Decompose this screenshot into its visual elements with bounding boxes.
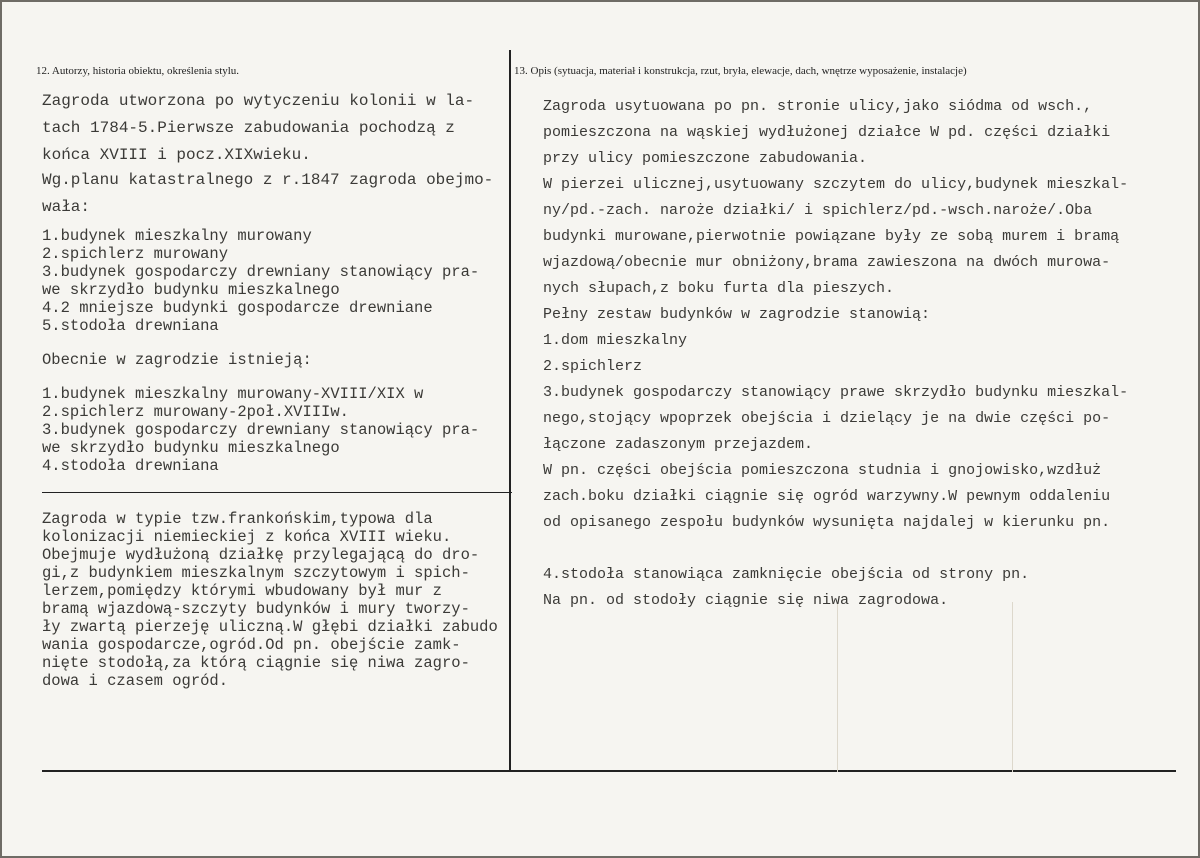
current-items-list	[42, 385, 493, 475]
text-line: Pełny zestaw budynków w zagrodzie stanowią:	[543, 306, 931, 323]
list-item: 4.stodoła drewniana	[42, 457, 219, 475]
text-line: nych słupach,z boku furta dla pieszych.	[543, 280, 895, 297]
text-line: ły zwartą pierzeję uliczną.W głębi działki zabudo	[42, 618, 498, 636]
text-line: zach.boku działki ciągnie się ogród warzywny.W pewnym oddaleniu	[543, 488, 1111, 505]
text-line: Obejmuje wydłużoną działkę przylegającą do dro-	[42, 546, 480, 564]
section-12-header: 12. Autorzy, historia obiektu, określenia stylu.	[36, 65, 240, 77]
left-section-divider	[42, 492, 512, 493]
text-line: lerzem,pomiędzy którymi wbudowany był mur z	[42, 582, 442, 600]
text-line: Zagroda w typie tzw.frankońskim,typowa dla	[42, 510, 433, 528]
list-item: 4.2 mniejsze budynki gospodarcze drewniane	[42, 299, 433, 317]
list-item: 4.stodoła stanowiąca zamknięcie obejścia od strony pn.	[543, 566, 1030, 583]
list-item: 2.spichlerz murowany	[42, 245, 229, 263]
text-line: nego,stojący wpoprzek obejścia i dzielący je na dwie części po-	[543, 410, 1111, 427]
list-item: 3.budynek gospodarczy drewniany stanowiący pra-	[42, 421, 480, 439]
plan-intro	[42, 167, 493, 221]
style-description	[42, 510, 498, 690]
text-line: końca XVIII i pocz.XIXwieku.	[42, 146, 311, 164]
list-item: 1.budynek mieszkalny murowany	[42, 227, 312, 245]
current-heading: Obecnie w zagrodzie istnieją:	[42, 351, 312, 369]
text-line: W pierzei ulicznej,usytuowany szczytem do ulicy,budynek mieszkal-	[543, 176, 1129, 193]
text-line: od opisanego zespołu budynków wysunięta najdalej w kierunku pn.	[543, 514, 1111, 531]
list-item: 3.budynek gospodarczy stanowiący prawe skrzydło budynku mieszkal-	[543, 384, 1129, 401]
text-line: tach 1784-5.Pierwsze zabudowania pochodzą z	[42, 119, 455, 137]
text-line: Na pn. od stodoły ciągnie się niwa zagrodowa.	[543, 592, 949, 609]
text-line: kolonizacji niemieckiej z końca XVIII wieku.	[42, 528, 452, 546]
final-lines	[543, 562, 1128, 614]
history-intro	[42, 88, 493, 169]
text-line: W pn. części obejścia pomieszczona studnia i gnojowisko,wzdłuż	[543, 462, 1102, 479]
paper-bleed-mark	[1012, 602, 1013, 772]
text-line: Zagroda utworzona po wytyczeniu kolonii w la-	[42, 92, 475, 110]
text-line: Zagroda usytuowana po pn. stronie ulicy,jako siódma od wsch.,	[543, 98, 1093, 115]
bottom-rule	[42, 770, 1176, 772]
list-item: 1.dom mieszkalny	[543, 332, 688, 349]
list-item: 2.spichlerz murowany-2poł.XVIIIw.	[42, 403, 349, 421]
text-line: bramą wjazdową-szczyty budynków i mury tworzy-	[42, 600, 470, 618]
list-item: we skrzydło budynku mieszkalnego	[42, 439, 340, 457]
text-line: Wg.planu katastralnego z r.1847 zagroda obejmo-	[42, 171, 494, 189]
section-13-header: 13. Opis (sytuacja, materiał i konstrukcja, rzut, bryła, elewacje, dach, wnętrze wyposażenie, instalacje)	[514, 65, 967, 77]
object-description	[543, 94, 1128, 614]
text-line: łączone zadaszonym przejazdem.	[543, 436, 814, 453]
list-item: 2.spichlerz	[543, 358, 643, 375]
text-line: wała:	[42, 198, 91, 216]
history-text	[42, 88, 493, 475]
text-line: gi,z budynkiem mieszkalnym szczytowym i spich-	[42, 564, 470, 582]
text-line: ny/pd.-zach. naroże działki/ i spichlerz/pd.-wsch.naroże/.Oba	[543, 202, 1093, 219]
text-line: wania gospodarcze,ogród.Od pn. obejście zamk-	[42, 636, 461, 654]
list-item: we skrzydło budynku mieszkalnego	[42, 281, 340, 299]
plan-items-list	[42, 227, 493, 335]
column-divider	[509, 50, 511, 772]
text-line: wjazdową/obecnie mur obniżony,brama zawieszona na dwóch murowa-	[543, 254, 1111, 271]
text-line: nięte stodołą,za którą ciągnie się niwa zagro-	[42, 654, 470, 672]
list-item: 3.budynek gospodarczy drewniany stanowiący pra-	[42, 263, 480, 281]
paper-bleed-mark	[837, 602, 838, 772]
text-line: pomieszczona na wąskiej wydłużonej działce W pd. części działki	[543, 124, 1111, 141]
text-line: przy ulicy pomieszczone zabudowania.	[543, 150, 868, 167]
text-line: budynki murowane,pierwotnie powiązane były ze sobą murem i bramą	[543, 228, 1120, 245]
text-line: dowa i czasem ogród.	[42, 672, 229, 690]
list-item: 1.budynek mieszkalny murowany-XVIII/XIX w	[42, 385, 424, 403]
list-item: 5.stodoła drewniana	[42, 317, 219, 335]
